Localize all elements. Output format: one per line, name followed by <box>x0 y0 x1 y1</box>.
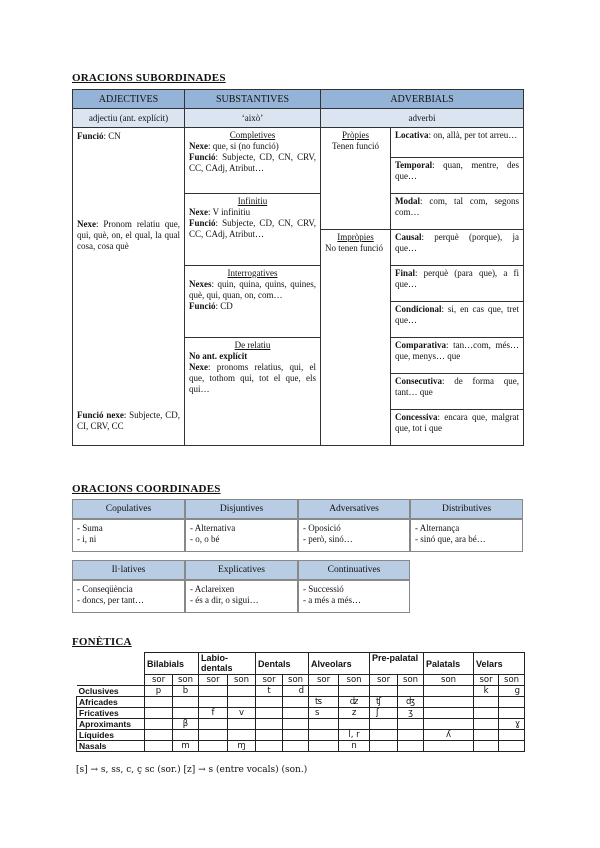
adverbial-condicional: Condicional: si, en cas que, tret que… <box>391 302 524 338</box>
relatiu-no-ant: No ant. explícit <box>189 351 248 361</box>
col-prepalatal: Pre-palatal <box>370 653 424 675</box>
col-palatals: Palatals <box>424 653 474 675</box>
completives-title: Completives <box>229 130 276 140</box>
subheader-adjectives: adjectiu (ant. explícit) <box>73 109 185 128</box>
coord-header-continuatives: Continuatives <box>298 560 410 580</box>
impropies-desc: No tenen funció <box>325 243 383 253</box>
coord-header-copulatives: Copulatives <box>72 499 185 519</box>
section-title-subordinades: ORACIONS SUBORDINADES <box>72 72 226 84</box>
coord-header-adversatives: Adversatives <box>298 499 410 519</box>
adjectives-cell <box>73 128 185 446</box>
adverbial-concessiva: Concessiva: encara que, malgrat que, tot i que <box>391 410 524 446</box>
col-velars: Velars <box>474 653 525 675</box>
adverbial-modal: Modal: com, tal com, segons com… <box>391 194 524 230</box>
coord-body-explicatives: - Aclareixen - és a dir, o sigui… <box>185 580 298 613</box>
row-nasals: Nasals <box>77 741 145 752</box>
row-liquides: Líquides <box>77 730 145 741</box>
adverbial-causal: Causal: perquè (porque), ja que… <box>391 230 524 266</box>
propies-cell <box>321 128 391 230</box>
impropies-title: Impròpies <box>337 232 374 242</box>
relatiu-title: De relatiu <box>234 340 271 350</box>
adverbial-locativa: Locativa: on, allà, per tot arreu… <box>391 128 524 158</box>
interrogatives-nexe: Nexes: quin, quina, quins, quines, què, qui, quan, on, com… <box>189 279 316 300</box>
header-substantives: SUBSTANTIVES <box>185 90 321 109</box>
col-labiodentals: Labio-dentals <box>199 653 256 675</box>
coord-body-distributives: - Alternança - sinó que, ara bé… <box>410 519 523 552</box>
impropies-cell <box>321 230 391 446</box>
subheader-adverbials: adverbi <box>321 109 524 128</box>
header-adjectives: ADJECTIVES <box>73 90 185 109</box>
coord-body-continuatives: - Successió - a més a més… <box>298 580 410 613</box>
infinitiu-funcio: Funció: Subjecte, CD, CN, CRV, CC, CAdj, Atribut… <box>189 218 316 239</box>
adverbial-comparativa: Comparativa: tan…com, més… que, menys… que <box>391 338 524 374</box>
coord-body-illatives: - Conseqüència - doncs, per tant… <box>72 580 185 613</box>
interrogatives-funcio: Funció: CD <box>189 301 233 311</box>
completives-cell <box>185 128 321 194</box>
completives-funcio: Funció: Subjecte, CD, CN, CRV, CC, CAdj, Atribut… <box>189 152 316 173</box>
coord-body-disjuntives: - Alternativa - o, o bé <box>185 519 298 552</box>
completives-nexe: Nexe: que, si (no funció) <box>189 141 279 151</box>
infinitiu-title: Infinitiu <box>237 196 268 206</box>
coord-header-explicatives: Explicatives <box>185 560 298 580</box>
adverbial-consecutiva: Consecutiva: de forma que, tant… que <box>391 374 524 410</box>
adj-funcio: Funció: CN <box>77 131 121 141</box>
relatiu-cell <box>185 338 321 446</box>
subordinades-table <box>72 89 524 446</box>
col-alveolars: Alveolars <box>309 653 370 675</box>
row-oclusives: Oclusives <box>77 686 145 697</box>
infinitiu-cell <box>185 194 321 266</box>
col-dentals: Dentals <box>256 653 309 675</box>
interrogatives-title: Interrogatives <box>227 268 278 278</box>
infinitiu-nexe: Nexe: V infinitiu <box>189 207 251 217</box>
coord-header-distributives: Distributives <box>410 499 523 519</box>
interrogatives-cell <box>185 266 321 338</box>
adj-nexe: Nexe: Pronom relatiu que, qui, què, on, el qual, la qual cosa, cosa què <box>77 219 180 251</box>
row-africades: Africades <box>77 697 145 708</box>
propies-title: Pròpies <box>342 130 369 140</box>
section-title-fonetica: FONÈTICA <box>72 636 132 648</box>
fonetica-table: Bilabials Labio-dentals Dentals Alveolars Pre-palatal Palatals Velars sor son sor son sor son sor son sor son son sor son Oclusives p b t d k g Africades ʦ ʣ ʧ ʤ Fricatives f v s z ʃ ʒ Aproximants β ɣ Líquides l, r ʎ Nasals m ɱ n <box>76 652 525 752</box>
coord-header-disjuntives: Disjuntives <box>185 499 298 519</box>
coord-body-copulatives: - Suma - i, ni <box>72 519 185 552</box>
adverbial-temporal: Temporal: quan, mentre, des que… <box>391 158 524 194</box>
header-adverbials: ADVERBIALS <box>321 90 524 109</box>
row-fricatives: Fricatives <box>77 708 145 719</box>
row-aproximants: Aproximants <box>77 719 145 730</box>
col-bilabials: Bilabials <box>145 653 199 675</box>
propies-desc: Tenen funció <box>331 141 380 151</box>
adj-funcio-nexe: Funció nexe: Subjecte, CD, CI, CRV, CC <box>77 410 181 431</box>
relatiu-nexe: Nexe: pronoms relatius, qui, el que, tothom qui, tot el que, els qui… <box>189 362 316 394</box>
section-title-coordinades: ORACIONS COORDINADES <box>72 483 221 495</box>
fonetica-note: [s] → s, ss, c, ç sc (sor.) [z] → s (entre vocals) (son.) <box>76 765 308 775</box>
coord-body-adversatives: - Oposició - però, sinó… <box>298 519 410 552</box>
adverbial-final: Final: perquè (para que), a fi que… <box>391 266 524 302</box>
subheader-substantives: ‘això’ <box>185 109 321 128</box>
coord-header-illatives: Il·latives <box>72 560 185 580</box>
